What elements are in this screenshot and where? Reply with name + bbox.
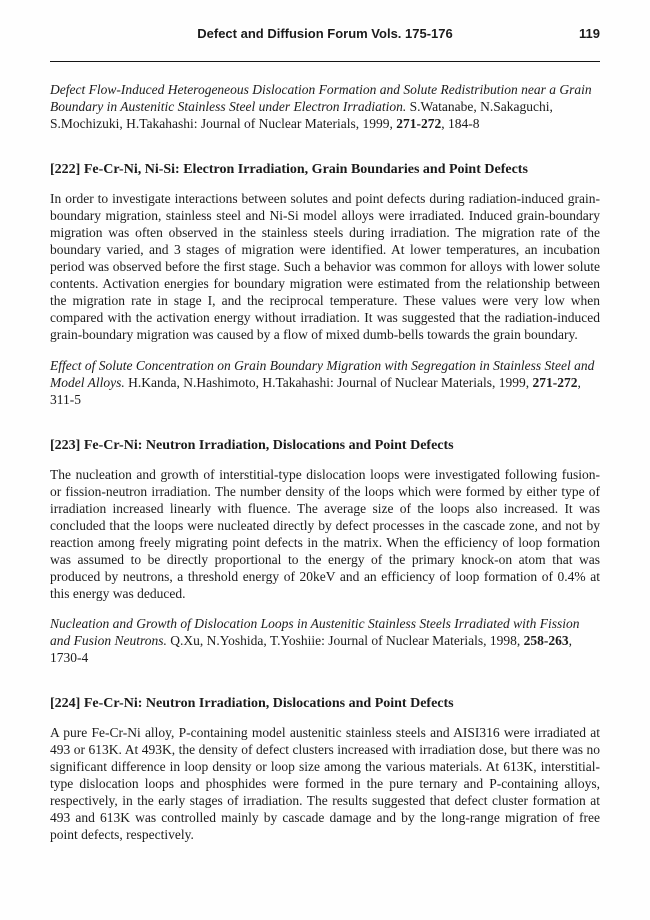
section-heading-224: [224] Fe-Cr-Ni: Neutron Irradiation, Dislocations and Point Defects — [50, 696, 454, 711]
section-heading-222: [222] Fe-Cr-Ni, Ni-Si: Electron Irradiation, Grain Boundaries and Point Defects — [50, 162, 528, 177]
header-rule — [50, 61, 600, 62]
citation-221 — [50, 81, 600, 132]
page-number: 119 — [579, 26, 600, 41]
citation-authors-source: S.Watanabe, N.Sakaguchi, S.Mochizuki, H.Takahashi: Journal of Nuclear Materials, 1999, — [50, 99, 553, 131]
section-heading-223: [223] Fe-Cr-Ni: Neutron Irradiation, Dislocations and Point Defects — [50, 437, 454, 453]
citation-pages: , 184-8 — [441, 116, 480, 131]
abstract-section-224 — [50, 695, 600, 843]
citation-222 — [50, 357, 600, 408]
abstract-section-222 — [50, 161, 600, 408]
citation-title: Defect Flow-Induced Heterogeneous Dislocation Formation and Solute Redistribution near a Grain Boundary in Austenitic Stainless Steel under Electron Irradiation. — [50, 82, 592, 114]
citation-volume: 271-272 — [396, 116, 442, 131]
citation-title: Effect of Solute Concentration on Grain Boundary Migration with Segregation in Stainless Steel and Model Alloys. — [50, 357, 595, 390]
running-header — [50, 26, 600, 42]
abstract-section-223 — [50, 437, 600, 667]
citation-volume: 271-272 — [532, 374, 578, 390]
abstract-text-224: A pure Fe-Cr-Ni alloy, P-containing model austenitic stainless steels and AISI316 were irradiated at 493 or 613K. At 493K, the density of defect clusters increased with irradiation dose, but there was no significant difference in loop density or loop size among the various materials. At 613K, interstitial-type dislocation loops and phosphides were formed in the pure ternary and P-containing alloys, respectively, in the early stages of irradiation. The results suggested that defect cluster formation at 493 and 613K was controlled mainly by cascade damage and by the long-range migration of free point defects, respectively. — [50, 725, 600, 842]
abstract-text-222: In order to investigate interactions between solutes and point defects during radiation-induced grain-boundary migration, stainless steel and Ni-Si model alloys were irradiated. Induced grain-boundary migration was often observed in the stainless steels during irradiation. The migration rate of the boundary varied, and 3 stages of migration were identified. At lower temperatures, an incubation period was observed before the first stage. Such a behavior was common for alloys with lower solute contents. Activation energies for boundary migration were estimated from the relationship between the migration rate in stage I, and the reciprocal temperature. These values were very low when compared with the activation energy without irradiation. It was suggested that the radiation-induced grain-boundary migration was caused by a flow of mixed dumb-bells towards the grain boundary. — [50, 191, 600, 342]
citation-pages: , 1730-4 — [50, 633, 572, 665]
abstract-text-223: The nucleation and growth of interstitial-type dislocation loops were investigated following fusion- or fission-neutron irradiation. The number density of the loops which were formed by either type of irradiation increased linearly with fluence. The average size of the loops also increased. It was concluded that the loops were nucleated directly by defect processes in the cascade zone, and not by reaction among freely migrating point defects in the matrix. When the efficiency of loop formation was assumed to be directly proportional to the energy of the primary knock-on atom that was produced by neutrons, a threshold energy of 20keV and an efficiency of loop formation of 0.4% at this energy was deduced. — [50, 466, 600, 601]
citation-title: Nucleation and Growth of Dislocation Loops in Austenitic Stainless Steels Irradiated with Fission and Fusion Neutrons. — [50, 616, 580, 648]
citation-223 — [50, 615, 600, 666]
journal-volume-title: Defect and Diffusion Forum Vols. 175-176 — [197, 26, 453, 41]
citation-volume: 258-263 — [523, 633, 569, 648]
citation-authors-source: H.Kanda, N.Hashimoto, H.Takahashi: Journal of Nuclear Materials, 1999, — [124, 374, 533, 390]
citation-pages: , 311-5 — [50, 374, 581, 407]
citation-authors-source: Q.Xu, N.Yoshida, T.Yoshiie: Journal of Nuclear Materials, 1998, — [166, 633, 524, 648]
